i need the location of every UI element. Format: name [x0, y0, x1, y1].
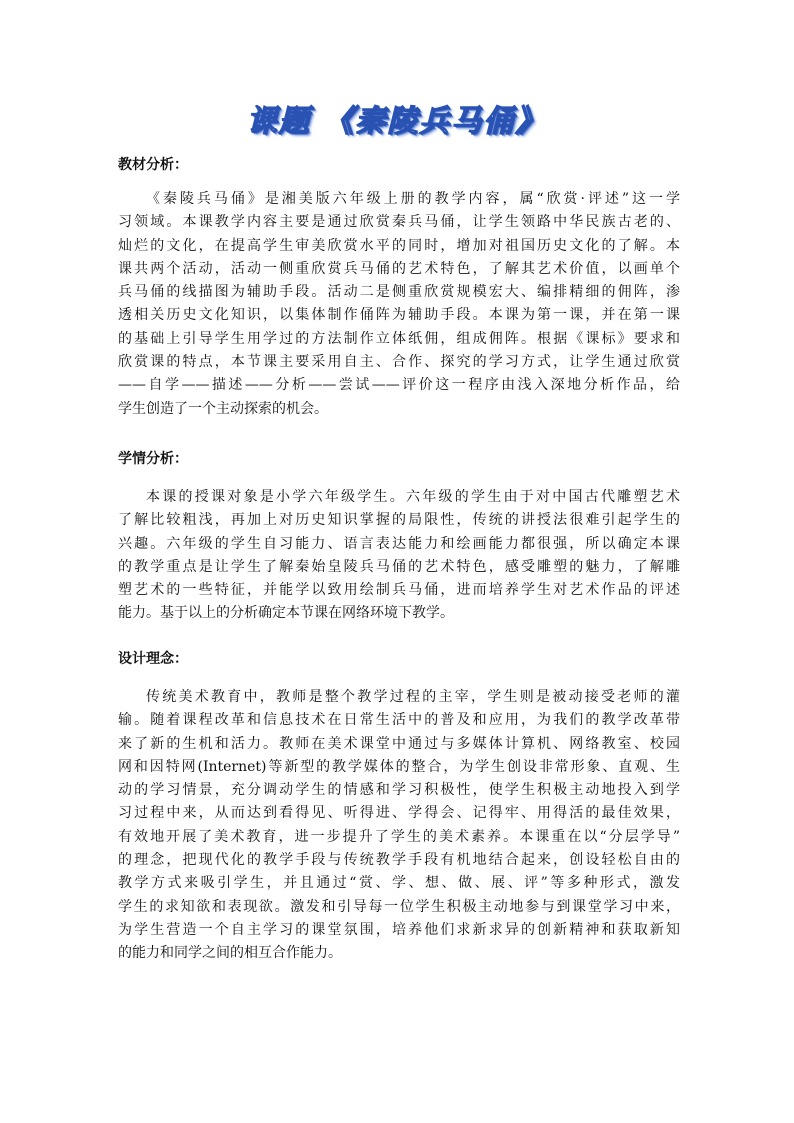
paragraph-line: 课共两个活动，活动一侧重欣赏兵马俑的艺术特色，了解其艺术价值，以画单个 [118, 260, 680, 277]
paragraph-line: 的教学重点是让学生了解秦始皇陵兵马俑的艺术特色，感受雕塑的魅力，了解雕 [118, 558, 680, 575]
section-body-textbook-analysis [118, 188, 680, 421]
paragraph-line: 网和因特网(Internet)等新型的教学媒体的整合，为学生创设非常形象、直观、生 [118, 758, 680, 775]
paragraph-line: 来了新的生机和活力。教师在美术课堂中通过与多媒体计算机、网络教室、校园 [118, 735, 680, 752]
paragraph-line: 为学生营造一个自主学习的课堂氛围，培养他们求新求异的创新精神和获取新知 [118, 921, 680, 938]
paragraph-line: 习过程中来，从而达到看得见、听得进、学得会、记得牢、用得活的最佳效果， [118, 805, 680, 822]
paragraph-line: 的能力和同学之间的相互合作能力。 [118, 945, 342, 962]
paragraph-line: 塑艺术的一些特征，并能学以致用绘制兵马俑，进而培养学生对艺术作品的评述 [118, 582, 680, 599]
paragraph-line: 习领域。本课教学内容主要是通过欣赏秦兵马俑，让学生领路中华民族古老的、 [118, 214, 680, 231]
section-heading-learner-analysis: 学情分析： [118, 451, 188, 467]
paragraph-line: 教学方式来吸引学生，并且通过“赏、学、想、做、展、评”等多种形式，激发 [118, 875, 680, 892]
paragraph-line: 学生的求知欲和表现欲。激发和引导每一位学生积极主动地参与到课堂学习中来， [118, 898, 680, 915]
paragraph-line: 灿烂的文化，在提高学生审美欣赏水平的同时，增加对祖国历史文化的了解。本 [118, 237, 680, 254]
paragraph-line: 传统美术教育中，教师是整个教学过程的主宰，学生则是被动接受老师的灌 [146, 689, 680, 705]
paragraph-line: 欣赏课的特点，本节课主要采用自主、合作、探究的学习方式，让学生通过欣赏 [118, 354, 680, 371]
section-body-learner-analysis [118, 486, 680, 626]
paragraph-line: 学生创造了一个主动探索的机会。 [118, 400, 328, 417]
paragraph-line: 有效地开展了美术教育，进一步提升了学生的美术素养。本课重在以“分层学导” [118, 828, 680, 845]
section-heading-textbook-analysis: 教材分析： [118, 157, 188, 173]
paragraph-line: 《秦陵兵马俑》是湘美版六年级上册的教学内容，属“欣赏·评述”这一学 [146, 191, 680, 207]
paragraph-line: 兵马俑的线描图为辅助手段。活动二是侧重欣赏规模宏大、编排精细的佣阵，渗 [118, 284, 680, 301]
paragraph-line: 能力。基于以上的分析确定本节课在网络环境下教学。 [118, 605, 454, 622]
paragraph-line: ——自学——描述——分析——尝试——评价这一程序由浅入深地分析作品，给 [118, 377, 680, 394]
paragraph-line: 兴趣。六年级的学生自习能力、语言表达能力和绘画能力都很强，所以确定本课 [118, 535, 680, 552]
paragraph-line: 的理念，把现代化的教学手段与传统教学手段有机地结合起来，创设轻松自由的 [118, 852, 680, 869]
paragraph-line: 本课的授课对象是小学六年级学生。六年级的学生由于对中国古代雕塑艺术 [146, 489, 680, 505]
section-heading-design-concept: 设计理念： [118, 651, 188, 667]
paragraph-line: 了解比较粗浅，再加上对历史知识掌握的局限性，传统的讲授法很难引起学生的 [118, 512, 680, 529]
paragraph-line: 动的学习情景，充分调动学生的情感和学习积极性，使学生积极主动地投入到学 [118, 782, 680, 799]
paragraph-line: 透相关历史文化知识，以集体制作俑阵为辅助手段。本课为第一课，并在第一课 [118, 307, 680, 324]
section-body-design-concept [118, 686, 680, 966]
paragraph-line: 输。随着课程改革和信息技术在日常生活中的普及和应用，为我们的教学改革带 [118, 712, 680, 729]
paragraph-line: 的基础上引导学生用学过的方法制作立体纸佣，组成佣阵。根据《课标》要求和 [118, 330, 680, 347]
page-title: 课题 《秦陵兵马俑》 [246, 104, 548, 139]
